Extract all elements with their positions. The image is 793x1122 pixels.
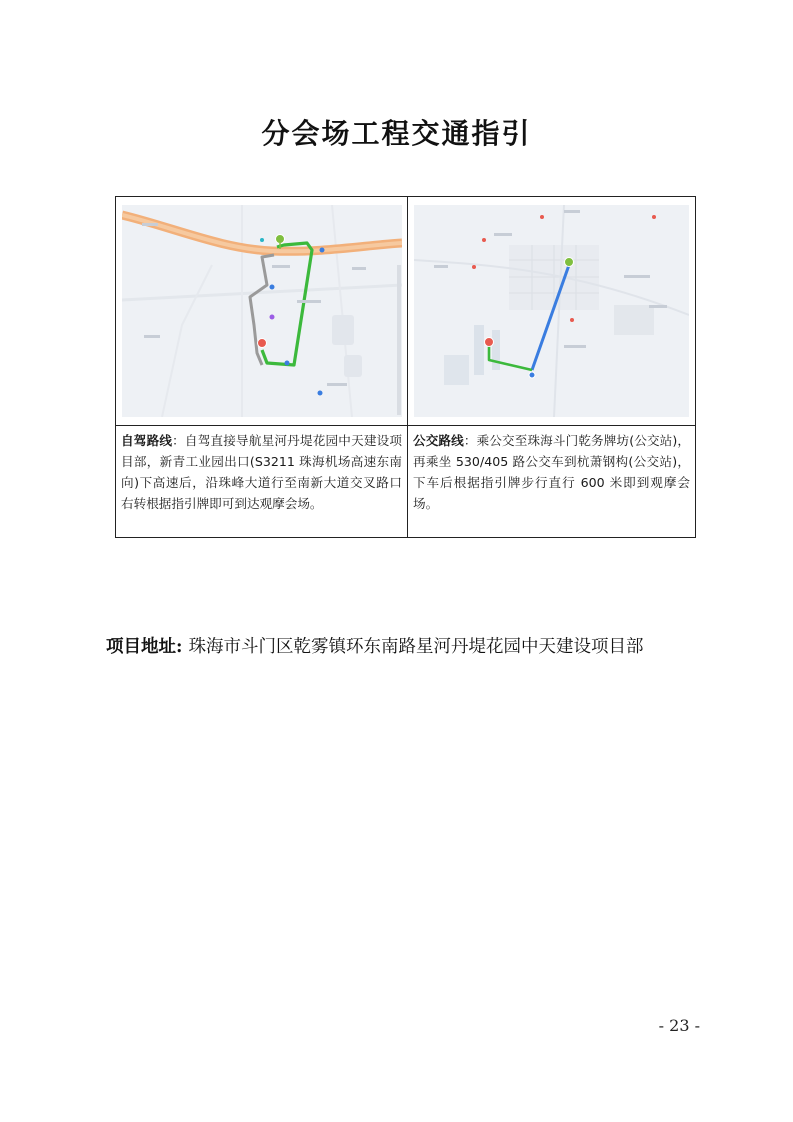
table-divider-horizontal xyxy=(116,425,695,426)
bus-route-label: 公交路线 xyxy=(413,433,464,448)
bus-map-graphic xyxy=(414,205,689,417)
address-text: 珠海市斗门区乾雾镇环东南路星河丹堤花园中天建设项目部 xyxy=(188,637,644,657)
bus-route-description: 乘公交至珠海斗门乾务牌坊(公交站)，再乘坐 530/405 路公交车到杭萧钢构(公交站)，下车后根据指引牌步行直行 600 米即到观摩会场。 xyxy=(413,433,691,511)
page-title: 分会场工程交通指引 xyxy=(261,117,532,150)
bus-route-separator: ： xyxy=(463,433,477,448)
driving-route-text xyxy=(121,430,402,514)
driving-map-graphic xyxy=(122,205,402,417)
address-separator: : xyxy=(176,637,189,657)
bus-route-map xyxy=(414,205,689,417)
page-number: - 23 - xyxy=(658,1016,700,1035)
bus-route-text xyxy=(413,430,690,514)
driving-route-separator: ： xyxy=(172,433,185,448)
project-address xyxy=(106,630,696,664)
traffic-guide-table xyxy=(115,196,696,538)
driving-route-description: 自驾直接导航星河丹堤花园中天建设项目部，新青工业园出口(S3211 珠海机场高速东南向)下高速后，沿珠峰大道行至南新大道交叉路口右转根据指引牌即可到达观摩会场。 xyxy=(121,433,402,511)
table-divider-vertical xyxy=(407,197,408,537)
driving-route-label: 自驾路线 xyxy=(121,433,173,448)
driving-route-map xyxy=(122,205,402,417)
address-label: 项目地址 xyxy=(106,637,176,657)
